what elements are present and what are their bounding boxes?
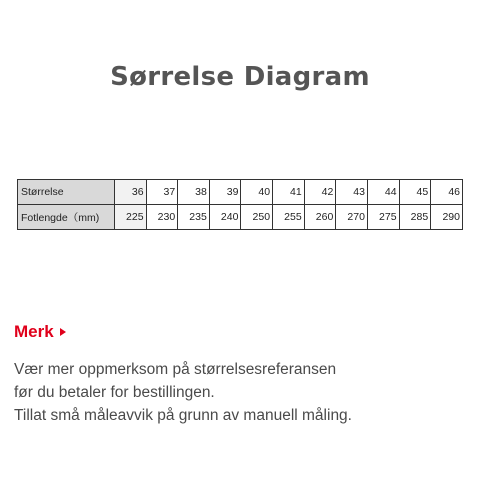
foot-length-cell: 275: [367, 205, 399, 230]
note-line: Tillat små måleavvik på grunn av manuell måling.: [14, 407, 352, 424]
foot-length-cell: 225: [114, 205, 146, 230]
note-line: Vær mer oppmerksom på størrelsesreferansen: [14, 361, 337, 378]
foot-length-cell: 260: [304, 205, 336, 230]
foot-length-cell: 230: [146, 205, 178, 230]
foot-length-cell: 255: [273, 205, 305, 230]
row-label-size: Størrelse: [18, 180, 115, 205]
size-cell: 44: [367, 180, 399, 205]
size-cell: 43: [336, 180, 368, 205]
foot-length-row: [18, 205, 463, 230]
foot-length-cell: 285: [399, 205, 431, 230]
foot-length-cell: 290: [431, 205, 463, 230]
size-cell: 42: [304, 180, 336, 205]
size-cell: 41: [273, 180, 305, 205]
foot-length-cell: 240: [209, 205, 241, 230]
size-cell: 38: [178, 180, 210, 205]
size-chart-table: [17, 179, 463, 230]
foot-length-cell: 250: [241, 205, 273, 230]
size-cell: 36: [114, 180, 146, 205]
foot-length-cell: 235: [178, 205, 210, 230]
note-heading: [14, 322, 66, 342]
note-heading-label: Merk: [14, 322, 54, 341]
row-label-foot-length: Fotlengde（mm): [18, 205, 115, 230]
triangle-right-icon: [60, 328, 66, 336]
size-cell: 39: [209, 180, 241, 205]
note-line: før du betaler for bestillingen.: [14, 384, 215, 401]
size-cell: 45: [399, 180, 431, 205]
size-row: [18, 180, 463, 205]
size-cell: 46: [431, 180, 463, 205]
size-cell: 40: [241, 180, 273, 205]
foot-length-cell: 270: [336, 205, 368, 230]
page-title: Sørrelse Diagram: [110, 62, 370, 92]
size-cell: 37: [146, 180, 178, 205]
